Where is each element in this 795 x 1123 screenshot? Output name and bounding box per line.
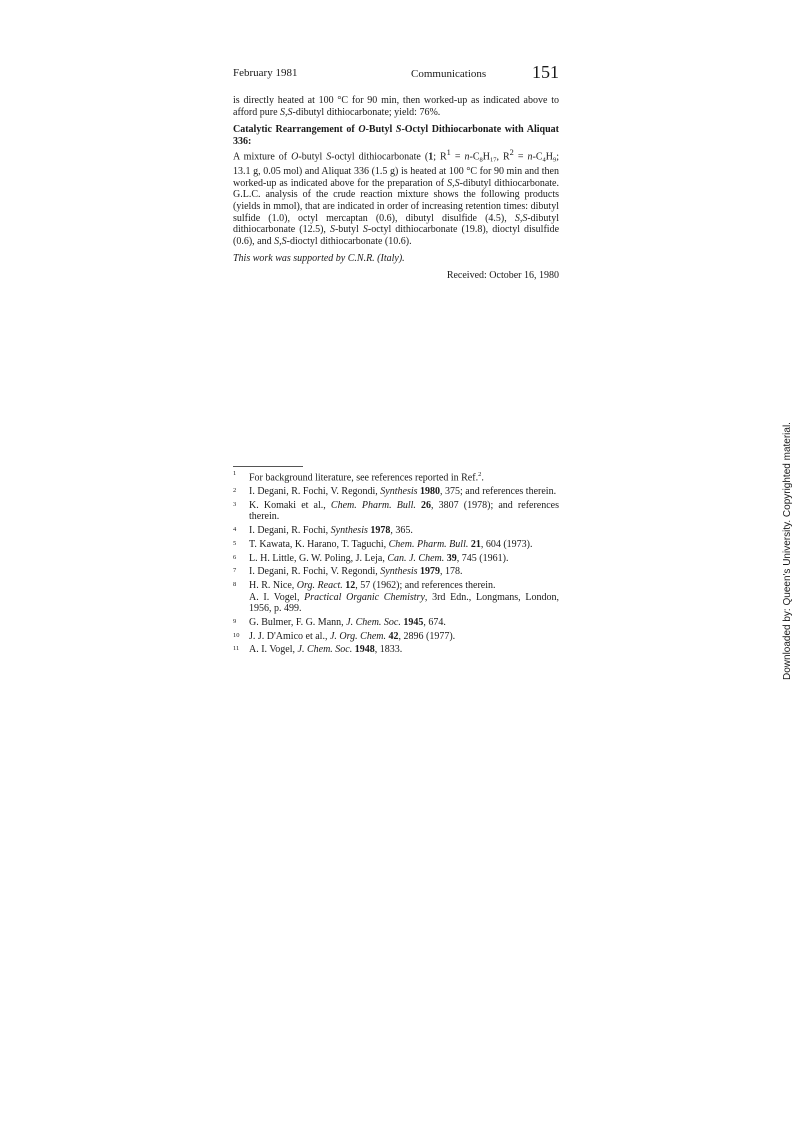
reference-item: 1 For background literature, see references reported in Ref.$^2$. (233, 470, 484, 484)
footnote-divider (233, 466, 303, 467)
reference-item: 7 I. Degani, R. Fochi, V. Regondi, Synthesis 1979, 178. (233, 566, 463, 578)
page-number: 151 (532, 62, 559, 82)
reference-item: 6 L. H. Little, G. W. Poling, J. Leja, Can. J. Chem. 39, 745 (1961). (233, 552, 509, 564)
acknowledgement: This work was supported by C.N.R. (Italy). (233, 253, 405, 265)
reference-item: 5 T. Kawata, K. Harano, T. Taguchi, Chem. Pharm. Bull. 21, 604 (1973). (233, 538, 533, 550)
download-watermark: Downloaded by: Queen's University. Copyrighted material. (782, 422, 793, 680)
received-date: Received: October 16, 1980 (446, 270, 559, 282)
reference-item: 8 H. R. Nice, Org. React. 12, 57 (1962); and references therein. (233, 579, 496, 591)
reference-item: 4 I. Degani, R. Fochi, Synthesis 1978, 365. (233, 525, 413, 537)
reference-item: 9 G. Bulmer, F. G. Mann, J. Chem. Soc. 1945, 674. (233, 617, 446, 629)
page-header (233, 64, 559, 82)
header-date: February 1981 (233, 67, 298, 79)
reference-item: 10 J. J. D'Amico et al., J. Org. Chem. 42, 2896 (1977). (233, 630, 456, 642)
procedure-heading: Catalytic Rearrangement of O-Butyl S-Octyl Dithiocarbonate with Aliquat 336: (233, 124, 560, 147)
procedure-body: A mixture of O-butyl S-octyl dithiocarbonate (1; $R^1 = n-C_8H_{17}$, $R^2 = n-C_4H_9$; 13.1 g, 0.05 mol) and Aliquat 336 (1.5 g) is heated at 100 °C for 90 min and then worked-up as indicated above for the preparation of S,S-dibutyl dithiocarbonate. G.L.C. analysis of the crude reaction mixture shows the following products (yields in mmol), that are indicated in order of increasing retention times: dibutyl sulfide (1.0), octyl mercaptan (0.6), dibutyl disulfide (4.5), S,S-dibutyl dithiocarbonate (12.5), S-butyl S-octyl dithiocarbonate (19.8), dioctyl disulfide (0.6), and S,S-dioctyl dithiocarbonate (10.6). (233, 148, 560, 247)
reference-item: 2 I. Degani, R. Fochi, V. Regondi, Synthesis 1980, 375; and references therein. (233, 486, 557, 498)
reference-item: 11 A. I. Vogel, J. Chem. Soc. 1948, 1833. (233, 644, 403, 656)
reference-list (233, 469, 559, 658)
reference-item: A. I. Vogel, Practical Organic Chemistry, 3rd Edn., Longmans, London, 1956, p. 499. (249, 591, 560, 615)
main-text-column (233, 95, 559, 282)
header-section: Communications (411, 68, 487, 80)
reference-item: 3 K. Komaki et al., Chem. Pharm. Bull. 26, 3807 (1978); and references therein. (233, 499, 560, 523)
intro-paragraph: is directly heated at 100 °C for 90 min, then worked-up as indicated above to afford pure S,S-dibutyl dithiocarbonate; yield: 76%. (233, 95, 559, 118)
